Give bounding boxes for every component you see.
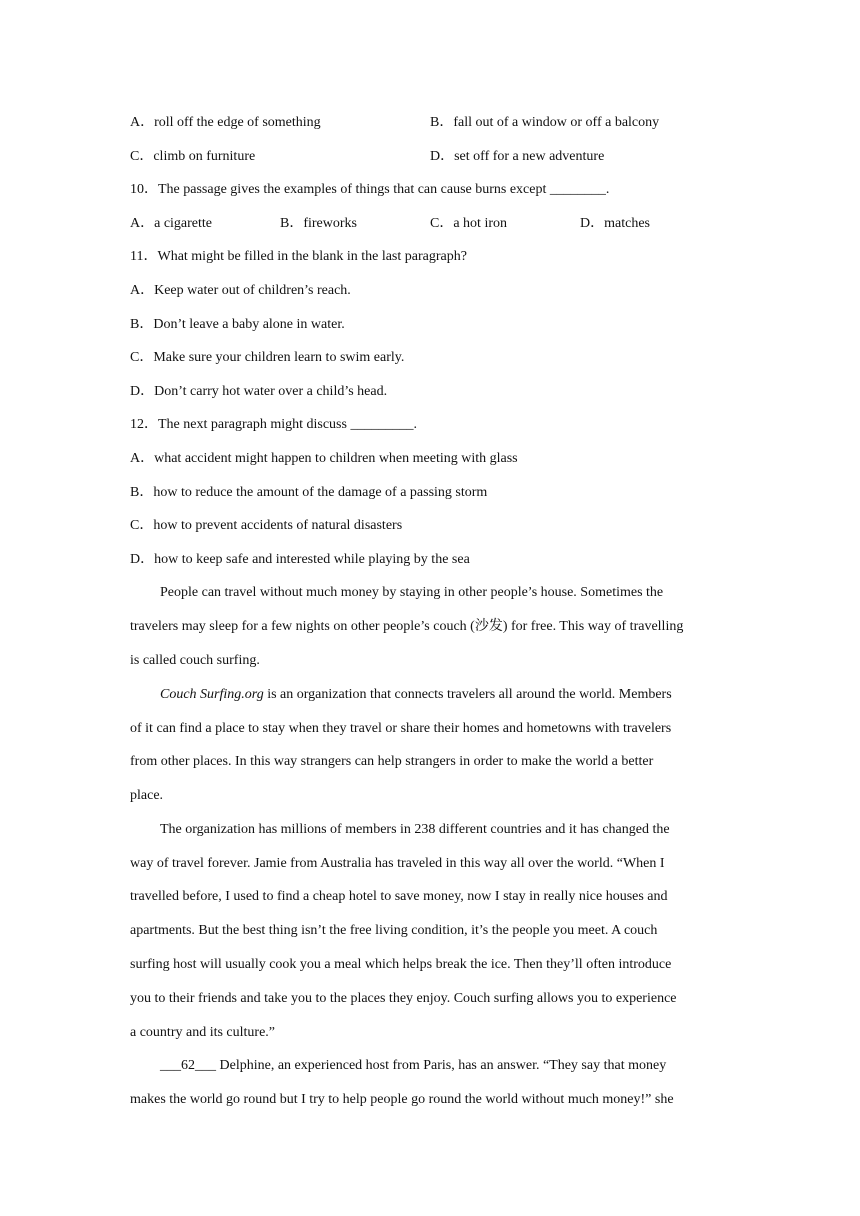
- q11-stem: 11．What might be filled in the blank in the last paragraph?: [130, 249, 467, 265]
- passage-p1-line-3: is called couch surfing.: [130, 652, 260, 668]
- q12-option-c: C．how to prevent accidents of natural disasters: [130, 518, 403, 534]
- passage-p3-line-3: travelled before, I used to find a cheap hotel to save money, now I stay in really nice houses and: [130, 889, 668, 905]
- q12-option-b: B．how to reduce the amount of the damage of a passing storm: [130, 484, 488, 500]
- passage-p3-line-7: a country and its culture.”: [130, 1024, 276, 1040]
- q10-option-c: C．a hot iron: [430, 215, 507, 231]
- document-page: [130, 106, 730, 1117]
- passage-p2-line-1-text: is an organization that connects travelers all around the world. Members: [263, 686, 672, 702]
- passage-p3-line-4: apartments. But the best thing isn’t the free living condition, it’s the people you meet. A couch: [130, 923, 658, 939]
- passage-p4-line-1: ___62___ Delphine, an experienced host from Paris, has an answer. “They say that money: [160, 1058, 667, 1074]
- q9-options-row-2: [130, 140, 730, 174]
- q12-stem: 12．The next paragraph might discuss _________.: [130, 417, 417, 433]
- passage-p1-line-2: travelers may sleep for a few nights on other people’s couch (沙发) for free. This way of travelling: [130, 619, 684, 635]
- passage-p2-line-1: [130, 678, 730, 712]
- q9-options-row-1: [130, 106, 730, 140]
- passage-p3-line-5: surfing host will usually cook you a meal which helps break the ice. Then they’ll often introduce: [130, 957, 672, 973]
- q11-option-c: C．Make sure your children learn to swim early.: [130, 350, 405, 366]
- passage-p3-line-6: you to their friends and take you to the places they enjoy. Couch surfing allows you to experience: [130, 990, 677, 1006]
- q10-option-a: A．a cigarette: [130, 215, 213, 231]
- q10-option-b: B．fireworks: [280, 215, 357, 231]
- passage-p2-line-2: of it can find a place to stay when they travel or share their homes and hometowns with travelers: [130, 720, 672, 736]
- q9-option-b: B．fall out of a window or off a balcony: [430, 115, 660, 130]
- site-name: Couch Surfing.org: [160, 686, 264, 702]
- q10-options-row: [130, 207, 730, 241]
- q11-option-d: D．Don’t carry hot water over a child’s head.: [130, 383, 388, 399]
- passage-p4-line-2: makes the world go round but I try to help people go round the world without much money!” she: [130, 1092, 674, 1108]
- q12-option-d: D．how to keep safe and interested while playing by the sea: [130, 551, 470, 567]
- passage-p1-line-1: People can travel without much money by staying in other people’s house. Sometimes the: [160, 585, 664, 601]
- q9-option-d: D．set off for a new adventure: [430, 148, 605, 164]
- passage-p3-line-1: The organization has millions of members in 238 different countries and it has changed the: [160, 821, 670, 837]
- q10-option-d: D．matches: [580, 215, 650, 231]
- q9-option-a: A．roll off the edge of something: [130, 115, 321, 130]
- passage-p3-line-2: way of travel forever. Jamie from Australia has traveled in this way all over the world. “When I: [130, 855, 665, 871]
- passage-p2-line-3: from other places. In this way strangers can help strangers in order to make the world a better: [130, 754, 654, 770]
- q9-option-c: C．climb on furniture: [130, 148, 256, 164]
- q11-option-b: B．Don’t leave a baby alone in water.: [130, 316, 345, 332]
- q11-option-a: A．Keep water out of children’s reach.: [130, 282, 351, 298]
- q12-option-a: A．what accident might happen to children when meeting with glass: [130, 450, 518, 466]
- q10-stem: 10．The passage gives the examples of things that can cause burns except ________.: [130, 182, 610, 198]
- passage-p2-line-4: place.: [130, 788, 164, 804]
